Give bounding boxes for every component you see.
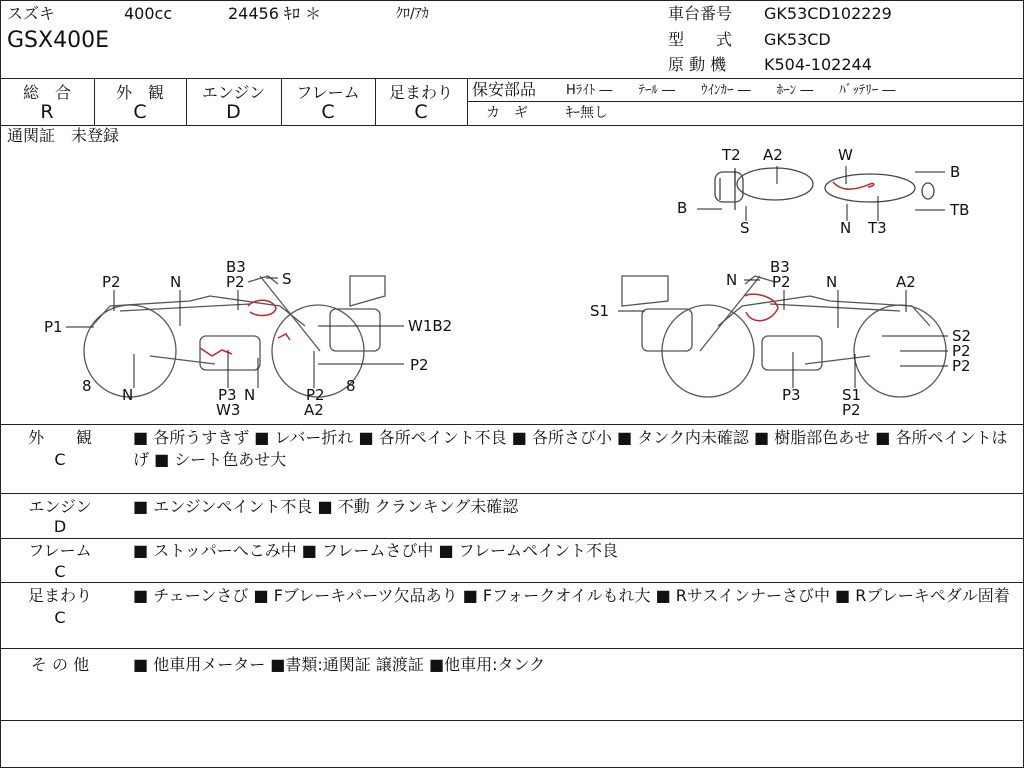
remark-label-other: そ の 他 (30, 655, 90, 674)
grade-label-frame: フレーム (296, 83, 360, 102)
diagram-label: P2 (952, 342, 971, 360)
diagram-label: P2 (842, 401, 861, 419)
grade-label-overall: 総 合 (22, 83, 71, 102)
key-label: カ ギ (486, 105, 528, 121)
remark-text-suspension: ■ チェーンさび ■ Fブレーキパーツ欠品あり ■ Fフォークオイルもれ大 ■ Rサスインナーさび中 ■ Rブレーキペダル固着 (133, 586, 1010, 605)
type-label: 型 式 (668, 30, 733, 49)
diagram-label: T2 (722, 146, 741, 164)
diagram-label: N (244, 386, 256, 404)
diagram-label: B (950, 163, 961, 181)
remark-label-exterior: 外 観 (27, 428, 92, 447)
color: ｸﾛ/ｱｶ (396, 6, 429, 22)
remark-text-other: ■ 他車用メーター ■書類:通関証 譲渡証 ■他車用:タンク (133, 655, 546, 674)
diagram-label: A2 (896, 273, 916, 291)
customs-status: 通関証 未登録 (7, 126, 120, 145)
maker: スズキ (7, 4, 56, 23)
mileage: 24456 ｷﾛ ＊ (228, 4, 322, 23)
top-view-labels (677, 146, 969, 237)
diagram-label: S (740, 219, 750, 237)
diagram-label: P2 (952, 357, 971, 375)
type-value: GK53CD (764, 30, 831, 49)
key-value: ｷｰ無し (566, 105, 608, 121)
top-view-motorcycle (715, 168, 934, 210)
frame-no: GK53CD102229 (764, 4, 892, 23)
diagram-label: N (170, 273, 182, 291)
diagram-label: W1B2 (408, 317, 453, 335)
damage-diagram (0, 126, 1024, 426)
diagram-label: P2 (102, 273, 121, 291)
diagram-label: P3 (218, 386, 237, 404)
remark-label-suspension: 足まわり (27, 586, 92, 605)
right-view-damage-mark (745, 294, 778, 321)
remark-label-engine: エンジン (28, 497, 92, 516)
grade-value-suspension: C (414, 101, 428, 123)
diagram-label: W (838, 146, 853, 164)
grade-label-engine: エンジン (201, 83, 266, 102)
diagram-label: P3 (782, 386, 801, 404)
leader-lines (66, 166, 948, 388)
diagram-label: B (677, 199, 688, 217)
diagram-label: W3 (216, 401, 241, 419)
remark-grade-exterior: C (54, 450, 66, 469)
grade-value-overall: R (40, 101, 54, 123)
diagram-label: B3 (770, 258, 790, 276)
diagram-label: 8 (346, 377, 356, 395)
diagram-label: S1 (590, 302, 610, 320)
grade-value-frame: C (321, 101, 335, 123)
diagram-label: N (122, 386, 134, 404)
remark-text-exterior: ■ 各所うすきず ■ レバー折れ ■ 各所ペイント不良 ■ 各所さび小 ■ タンク内未確認 ■ 樹脂部色あせ ■ 各所ペイントはげ ■ シート色あせ大 (133, 428, 1008, 469)
diagram-label: A2 (304, 401, 324, 419)
remark-label-frame: フレーム (28, 541, 92, 560)
engine-no: K504-102244 (764, 55, 872, 74)
diagram-label: S (282, 270, 292, 288)
diagram-label: B3 (226, 258, 246, 276)
grade-value-engine: D (226, 101, 241, 123)
model-name: GSX400E (7, 28, 109, 53)
grade-label-exterior: 外 観 (115, 83, 164, 102)
diagram-label: S1 (842, 386, 862, 404)
safety-parts-label: 保安部品 (472, 80, 537, 99)
diagram-label: P2 (772, 273, 791, 291)
top-view-damage-mark (833, 182, 874, 189)
left-view-damage-marks (200, 300, 290, 356)
diagram-label: P2 (306, 386, 325, 404)
remark-grade-engine: D (53, 517, 67, 536)
diagram-label: N (826, 273, 838, 291)
diagram-label: T3 (868, 219, 887, 237)
diagram-label: A2 (763, 146, 783, 164)
grade-value-exterior: C (133, 101, 147, 123)
diagram-label: P1 (44, 318, 63, 336)
frame-no-label: 車台番号 (668, 4, 733, 23)
remark-text-frame: ■ ストッパーへこみ中 ■ フレームさび中 ■ フレームペイント不良 (133, 541, 619, 560)
left-view-motorcycle (84, 276, 385, 397)
grade-label-suspension: 足まわり (388, 83, 453, 102)
remark-text-engine: ■ エンジンペイント不良 ■ 不動 クランキング未確認 (133, 497, 519, 516)
diagram-label: 8 (82, 377, 92, 395)
diagram-label: N (726, 271, 738, 289)
remark-grade-suspension: C (54, 608, 66, 627)
safety-parts-items: Hﾗｲﾄ ― ﾃｰﾙ ― ｳｲﾝｶｰ ― ﾎｰﾝ ― ﾊﾞｯﾃﾘｰ ― (566, 83, 896, 98)
diagram-label: N (840, 219, 852, 237)
engine-no-label: 原 動 機 (668, 55, 727, 74)
diagram-label: S2 (952, 327, 972, 345)
diagram-label: P2 (226, 273, 245, 291)
remark-grade-frame: C (54, 562, 66, 581)
displacement: 400cc (124, 4, 173, 23)
diagram-label: P2 (410, 356, 429, 374)
diagram-label: TB (950, 201, 970, 219)
